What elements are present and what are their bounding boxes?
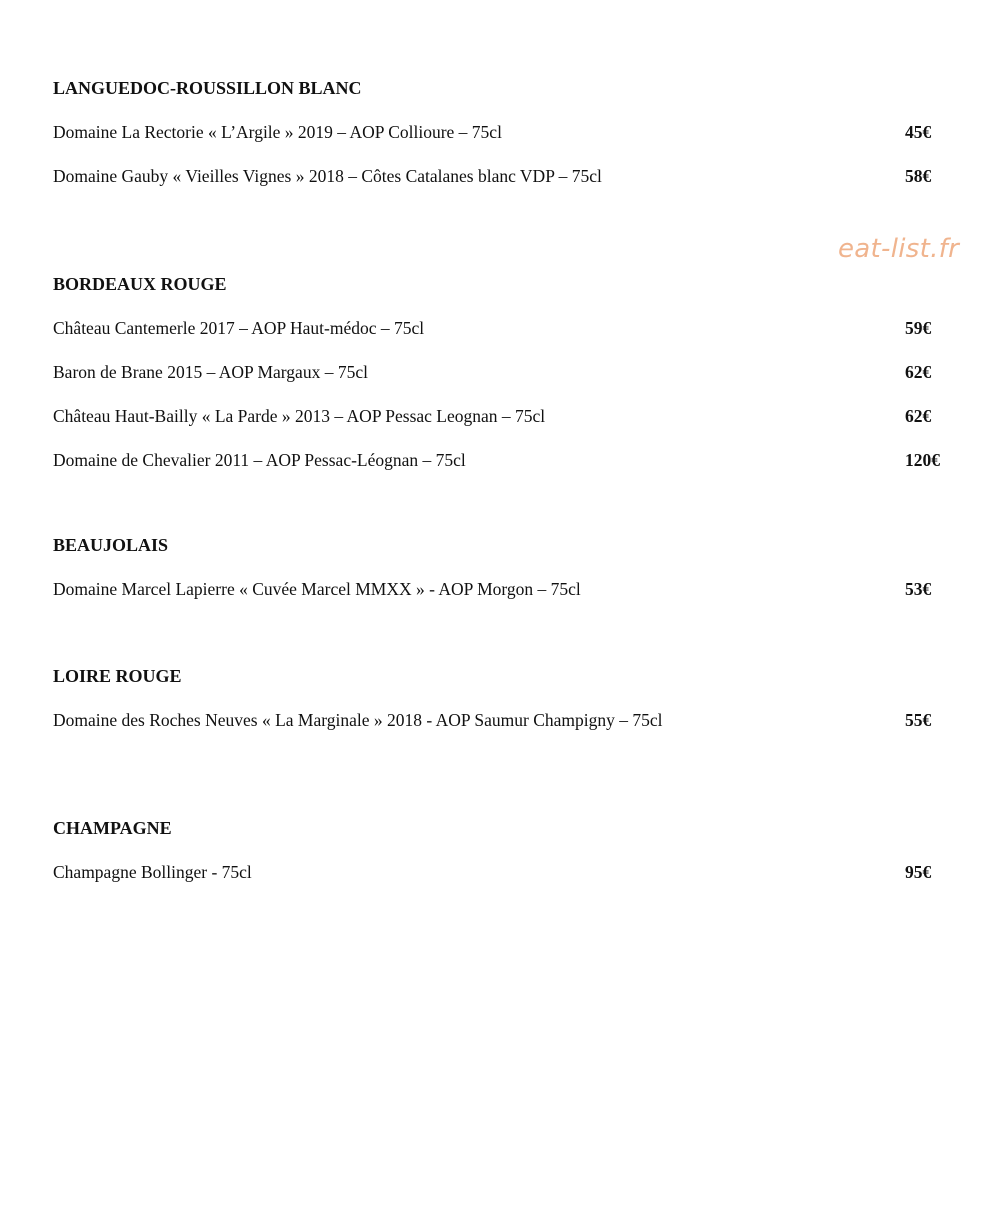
wine-item — [53, 121, 953, 165]
section-languedoc-roussillon-blanc — [53, 77, 953, 209]
wine-name: Château Haut-Bailly « La Parde » 2013 – AOP Pessac Leognan – 75cl — [53, 406, 546, 426]
wine-item — [53, 449, 953, 493]
wine-item — [53, 405, 953, 449]
watermark-logo: eat-list.fr — [838, 234, 960, 264]
wine-name: Domaine de Chevalier 2011 – AOP Pessac-Léognan – 75cl — [53, 450, 466, 470]
wine-item — [53, 578, 953, 622]
wine-price: 120€ — [905, 450, 940, 470]
wine-name: Domaine des Roches Neuves « La Marginale » 2018 - AOP Saumur Champigny – 75cl — [53, 710, 663, 730]
wine-name: Champagne Bollinger - 75cl — [53, 862, 252, 882]
wine-name: Château Cantemerle 2017 – AOP Haut-médoc – 75cl — [53, 318, 425, 338]
wine-item — [53, 709, 953, 753]
wine-list — [53, 317, 953, 493]
wine-name: Baron de Brane 2015 – AOP Margaux – 75cl — [53, 362, 368, 382]
wine-price: 62€ — [905, 406, 932, 426]
section-title: CHAMPAGNE — [53, 818, 172, 838]
wine-item — [53, 165, 953, 209]
wine-price: 95€ — [905, 862, 932, 882]
section-title: LOIRE ROUGE — [53, 666, 182, 686]
section-bordeaux-rouge — [53, 273, 953, 493]
wine-price: 55€ — [905, 710, 932, 730]
wine-price: 59€ — [905, 318, 932, 338]
wine-name: Domaine Marcel Lapierre « Cuvée Marcel MMXX » - AOP Morgon – 75cl — [53, 579, 581, 599]
wine-item — [53, 361, 953, 405]
wine-name: Domaine La Rectorie « L’Argile » 2019 – AOP Collioure – 75cl — [53, 122, 502, 142]
wine-price: 58€ — [905, 166, 932, 186]
wine-price: 53€ — [905, 579, 932, 599]
section-title: BEAUJOLAIS — [53, 535, 169, 555]
wine-price: 62€ — [905, 362, 932, 382]
section-title: BORDEAUX ROUGE — [53, 274, 227, 294]
wine-item — [53, 861, 953, 905]
section-loire-rouge — [53, 665, 953, 753]
wine-list — [53, 861, 953, 905]
section-champagne — [53, 817, 953, 905]
wine-list — [53, 709, 953, 753]
section-beaujolais — [53, 534, 953, 622]
section-title: LANGUEDOC-ROUSSILLON BLANC — [53, 78, 362, 98]
wine-price: 45€ — [905, 122, 932, 142]
wine-list — [53, 121, 953, 209]
wine-item — [53, 317, 953, 361]
wine-list — [53, 578, 953, 622]
wine-name: Domaine Gauby « Vieilles Vignes » 2018 – Côtes Catalanes blanc VDP – 75cl — [53, 166, 602, 186]
